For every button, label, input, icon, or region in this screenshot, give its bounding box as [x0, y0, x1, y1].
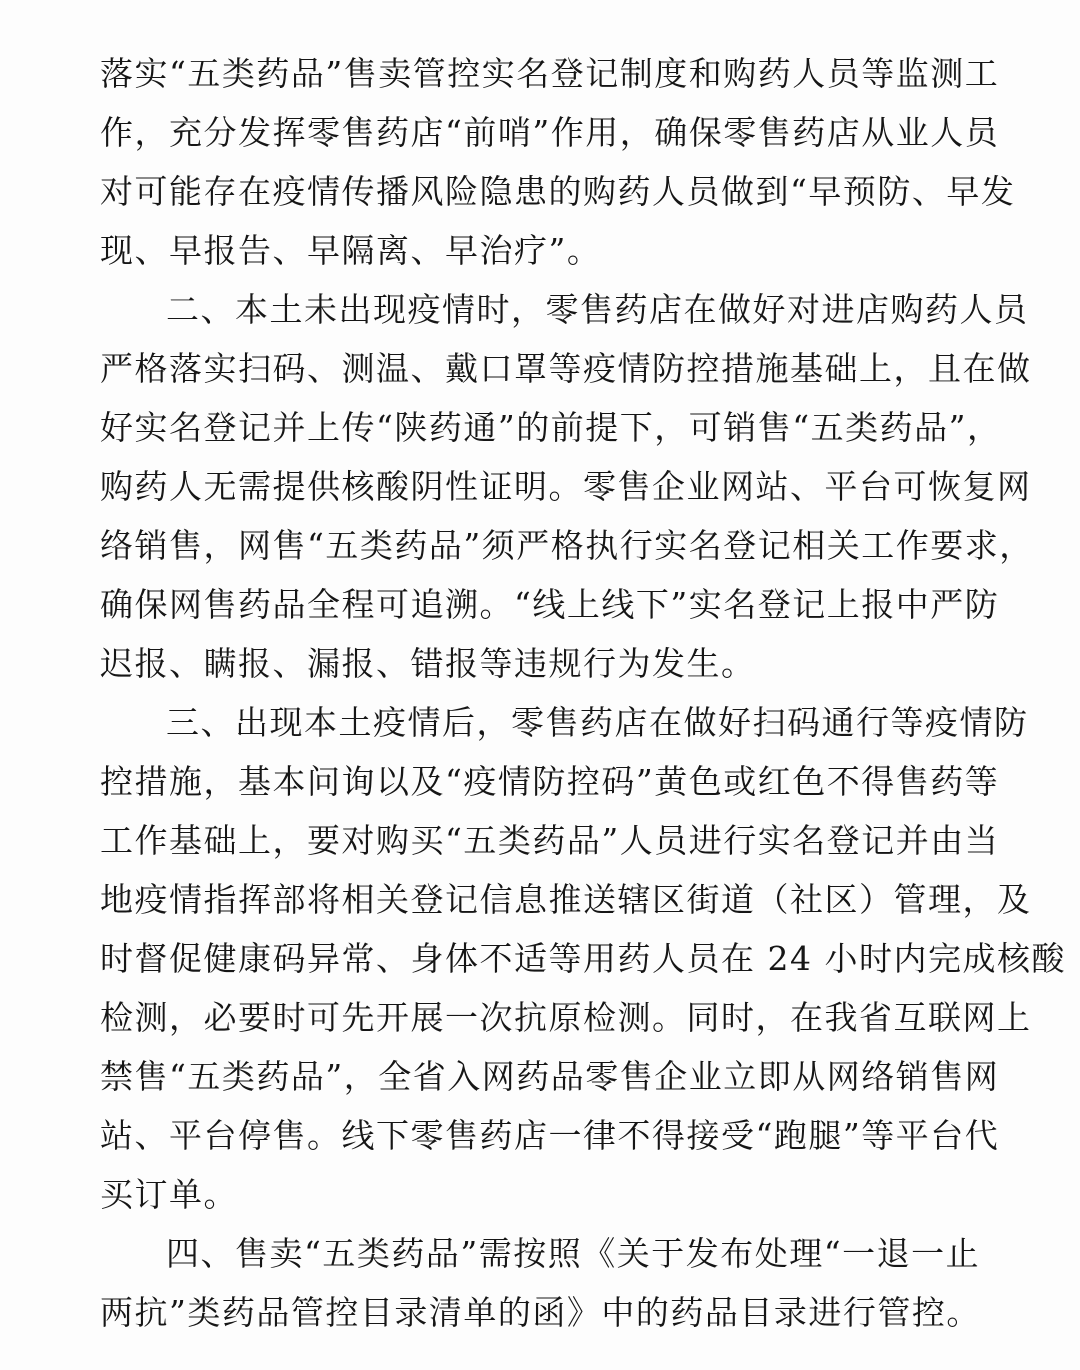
text-line: 地疫情指挥部将相关登记信息推送辖区街道（社区）管理，及 — [100, 880, 1032, 919]
text-line: 作，充分发挥零售药店“前哨”作用，确保零售药店从业人员 — [100, 113, 1000, 152]
text-line: 落实“五类药品”售卖管控实名登记制度和购药人员等监测工 — [100, 54, 1000, 93]
text-line: 工作基础上，要对购买“五类药品”人员进行实名登记并由当 — [100, 821, 1000, 860]
text-line: 四、售卖“五类药品”需按照《关于发布处理“一退一止 — [166, 1234, 981, 1273]
text-line: 控措施，基本问询以及“疫情防控码”黄色或红色不得售药等 — [100, 762, 1000, 801]
text-line: 两抗”类药品管控目录清单的函》中的药品目录进行管控。 — [100, 1293, 981, 1332]
text-line: 对可能存在疫情传播风险隐患的购药人员做到“早预防、早发 — [100, 172, 1016, 211]
text-line: 买订单。 — [100, 1175, 238, 1214]
document-body — [100, 44, 1066, 1342]
text-line: 时督促健康码异常、身体不适等用药人员在 24 小时内完成核酸 — [100, 939, 1066, 978]
text-line: 确保网售药品全程可追溯。“线上线下”实名登记上报中严防 — [100, 585, 1000, 624]
text-line: 检测，必要时可先开展一次抗原检测。同时，在我省互联网上 — [100, 998, 1032, 1037]
text-line: 迟报、瞒报、漏报、错报等违规行为发生。 — [100, 644, 756, 683]
text-line: 严格落实扫码、测温、戴口罩等疫情防控措施基础上，且在做 — [100, 349, 1032, 388]
text-line: 禁售“五类药品”，全省入网药品零售企业立即从网络销售网 — [100, 1057, 1000, 1096]
text-line: 络销售，网售“五类药品”须严格执行实名登记相关工作要求， — [100, 526, 1034, 565]
text-line: 二、本土未出现疫情时，零售药店在做好对进店购药人员 — [166, 290, 1029, 329]
text-line: 好实名登记并上传“陕药通”的前提下，可销售“五类药品”， — [100, 408, 1002, 447]
text-line: 站、平台停售。线下零售药店一律不得接受“跑腿”等平台代 — [100, 1116, 1000, 1155]
text-line: 购药人无需提供核酸阴性证明。零售企业网站、平台可恢复网 — [100, 467, 1032, 506]
text-line: 三、出现本土疫情后，零售药店在做好扫码通行等疫情防 — [166, 703, 1029, 742]
text-line: 现、早报告、早隔离、早治疗”。 — [100, 231, 602, 270]
